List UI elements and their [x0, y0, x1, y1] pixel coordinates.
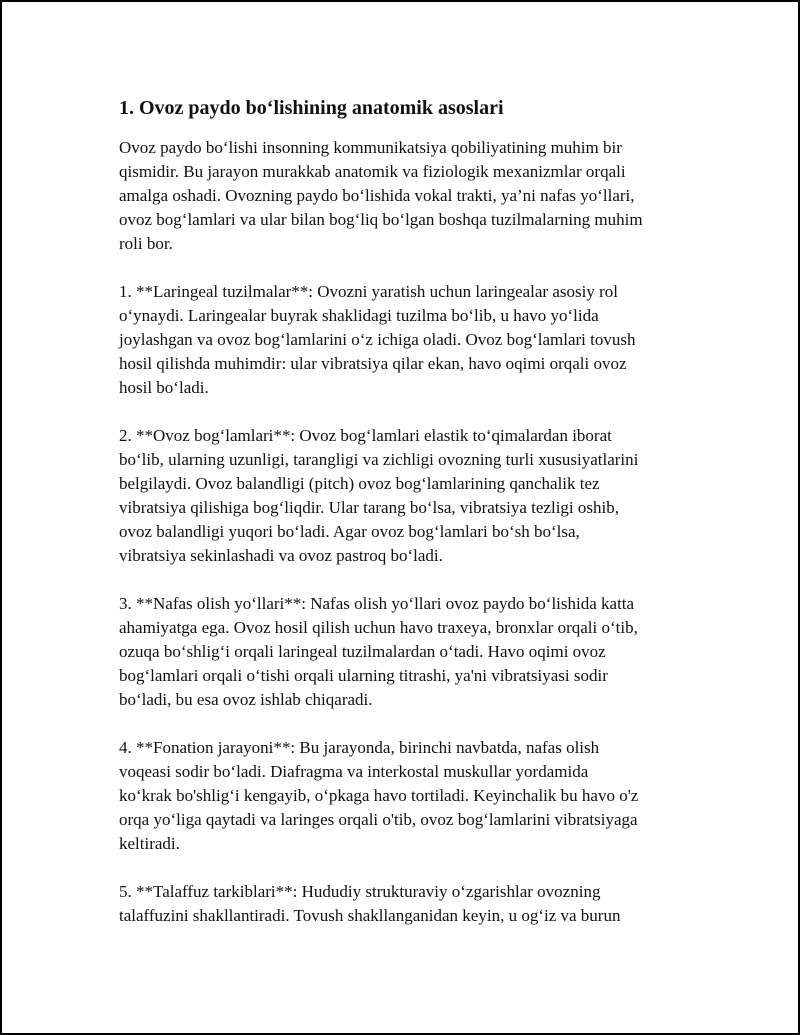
text-line: 3. **Nafas olish yo‘llari**: Nafas olish yo‘llari ovoz paydo bo‘lishida katta	[119, 594, 635, 613]
text-line: 5. **Talaffuz tarkiblari**: Hududiy strukturaviy o‘zgarishlar ovozning	[119, 882, 601, 901]
text-line: hosil bo‘ladi.	[119, 378, 209, 397]
text-line: keltiradi.	[119, 834, 180, 853]
text-line: ko‘krak bo'shlig‘i kengayib, o‘pkaga havo tortiladi. Keyinchalik bu havo o'z	[119, 786, 639, 805]
item-articulation-paragraph	[119, 880, 694, 928]
item-laringeal-paragraph	[119, 280, 694, 400]
text-line: Ovoz paydo bo‘lishi insonning kommunikatsiya qobiliyatining muhim bir	[119, 138, 622, 157]
text-line: amalga oshadi. Ovozning paydo bo‘lishida vokal trakti, ya’ni nafas yo‘llari,	[119, 186, 635, 205]
text-line: belgilaydi. Ovoz balandligi (pitch) ovoz bog‘lamlarining qanchalik tez	[119, 474, 600, 493]
text-line: 2. **Ovoz bog‘lamlari**: Ovoz bog‘lamlari elastik to‘qimalardan iborat	[119, 426, 612, 445]
text-line: 1. **Laringeal tuzilmalar**: Ovozni yaratish uchun laringealar asosiy rol	[119, 282, 618, 301]
item-airways-paragraph	[119, 592, 694, 712]
text-line: joylashgan va ovoz bog‘lamlarini o‘z ichiga oladi. Ovoz bog‘lamlari tovush	[119, 330, 636, 349]
text-line: ovoz bog‘lamlari va ular bilan bog‘liq bo‘lgan boshqa tuzilmalarning muhim	[119, 210, 643, 229]
text-line: vibratsiya qilishiga bog‘liqdir. Ular tarang bo‘lsa, vibratsiya tezligi oshib,	[119, 498, 619, 517]
text-line: ovoz balandligi yuqori bo‘ladi. Agar ovoz bog‘lamlari bo‘sh bo‘lsa,	[119, 522, 580, 541]
text-line: talaffuzini shakllantiradi. Tovush shakllanganidan keyin, u og‘iz va burun	[119, 906, 621, 925]
intro-paragraph	[119, 136, 694, 256]
section-heading: 1. Ovoz paydo bo‘lishining anatomik asoslari	[119, 97, 504, 119]
text-line: voqeasi sodir bo‘ladi. Diafragma va interkostal muskullar yordamida	[119, 762, 589, 781]
text-line: 4. **Fonation jarayoni**: Bu jarayonda, birinchi navbatda, nafas olish	[119, 738, 600, 757]
text-line: hosil qilishda muhimdir: ular vibratsiya qilar ekan, havo oqimi orqali ovoz	[119, 354, 627, 373]
item-vocal-cords-paragraph	[119, 424, 694, 568]
text-line: orqa yo‘liga qaytadi va laringes orqali o'tib, ovoz bog‘lamlarini vibratsiyaga	[119, 810, 638, 829]
text-line: bo‘ladi, bu esa ovoz ishlab chiqaradi.	[119, 690, 373, 709]
text-line: o‘ynaydi. Laringealar buyrak shaklidagi tuzilma bo‘lib, u havo yo‘lida	[119, 306, 599, 325]
text-line: ozuqa bo‘shlig‘i orqali laringeal tuzilmalardan o‘tadi. Havo oqimi ovoz	[119, 642, 606, 661]
text-line: vibratsiya sekinlashadi va ovoz pastroq bo‘ladi.	[119, 546, 443, 565]
item-phonation-paragraph	[119, 736, 694, 856]
text-line: ahamiyatga ega. Ovoz hosil qilish uchun havo traxeya, bronxlar orqali o‘tib,	[119, 618, 638, 637]
text-line: bog‘lamlari orqali o‘tishi orqali ularning titrashi, ya'ni vibratsiyasi sodir	[119, 666, 608, 685]
document-body	[119, 94, 694, 952]
text-line: qismidir. Bu jarayon murakkab anatomik va fiziologik mexanizmlar orqali	[119, 162, 626, 181]
text-line: bo‘lib, ularning uzunligi, tarangligi va zichligi ovozning turli xususiyatlarini	[119, 450, 639, 469]
text-line: roli bor.	[119, 234, 173, 253]
